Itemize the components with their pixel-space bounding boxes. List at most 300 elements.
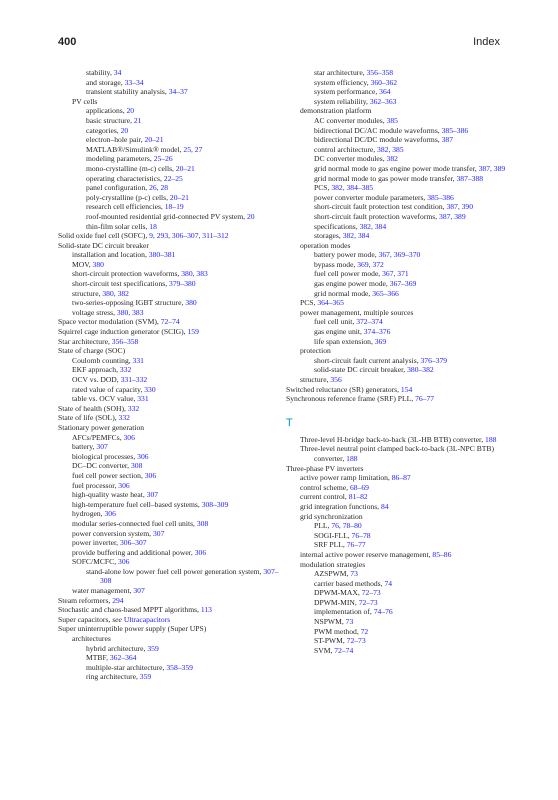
index-entry [58,365,280,375]
entry-term: Coulomb counting, [72,355,133,365]
entry-term: two-series-opposing IGBT structure, [72,298,186,308]
index-entry [286,231,512,241]
entry-term: poly-crystalline (p-c) cells, [86,192,170,202]
entry-term: bypass mode, [314,259,358,269]
index-entry [58,471,280,481]
entry-term: high-quality waste heat, [72,490,147,500]
index-entry [58,385,280,395]
entry-term: structure, [72,288,103,298]
page-reference-link[interactable]: 380–382 [407,365,434,375]
page-reference-link[interactable]: 18 [149,221,157,231]
index-entry [58,394,280,404]
page-reference-link[interactable]: 68–69 [349,482,369,492]
index-entry [286,512,512,522]
index-entry [58,250,280,260]
index-entry [58,653,280,663]
entry-term: MATLAB®/Simulink® model, [86,144,184,154]
entry-term: grid normal mode to gas engine power mode transfer, [314,163,479,173]
entry-term: high-temperature fuel cell–based systems, [72,499,202,509]
page-reference-link[interactable]: 306–307 [119,538,147,548]
page-reference-link[interactable]: 358–359 [166,662,193,672]
page-reference-link[interactable]: 73 [350,569,358,579]
page-reference-link[interactable]: 382, 385 [377,144,404,154]
page-reference-link[interactable]: 359 [139,672,152,682]
entry-term: research cell efficiencies, [86,202,165,212]
index-entry [286,646,512,656]
entry-term: voltage stress, [72,307,117,317]
page-reference-link[interactable]: 72–73 [346,636,366,646]
index-entry [286,164,512,174]
entry-term: control architecture, [314,144,378,154]
entry-term: specifications, [314,221,360,231]
page-reference-link[interactable]: 74 [384,578,393,588]
index-entry [286,464,512,474]
entry-term: fuel cell power mode, [314,269,383,279]
index-entry [58,490,280,500]
index-entry [58,519,280,529]
page-reference-link[interactable]: 73 [345,617,354,627]
index-entry [286,202,512,212]
entry-term: system efficiency, [314,77,371,87]
index-entry [286,241,512,251]
index-entry [58,538,280,548]
index-entry [58,500,280,510]
entry-term: mono-crystalline (m-c) cells, [86,163,176,173]
entry-term: carrier based methods, [314,578,385,588]
entry-term: modeling parameters, [86,154,154,164]
page-reference-link[interactable]: 306 [123,432,135,442]
page-reference-link[interactable]: 379–380 [169,279,196,289]
entry-term: DC converter modules, [314,154,387,164]
index-entry [286,598,512,608]
index-entry [286,588,512,598]
index-entry [58,529,280,539]
entry-term: AFCs/PEMFCs, [72,432,124,442]
entry-term: operation modes [300,240,351,250]
index-entry [58,193,280,203]
page-reference-link[interactable]: 364 [379,87,391,97]
page-reference-link[interactable]: 380 [92,259,104,269]
entry-term: provide buffering and additional power, [72,547,195,557]
page-reference-link[interactable]: 306 [144,470,157,480]
page-reference-link[interactable]: 20 [126,106,135,116]
index-entry [286,212,512,222]
page-reference-link[interactable]: 307 [96,442,108,452]
page-reference-link[interactable]: 22–25 [163,173,183,183]
entry-term: bidirectional DC/AC module waveforms, [314,125,442,135]
index-entry [58,644,280,654]
page-reference-link[interactable]: 385–386 [441,125,469,135]
index-entry [286,222,512,232]
entry-term: SOGI-FLL, [314,530,352,540]
entry-term: DC–DC converter, [72,461,131,471]
index-entry [286,337,512,347]
index-entry [58,327,280,337]
index-entry [286,502,512,512]
index-entry [58,308,280,318]
index-entry [286,394,512,404]
page-reference-link[interactable]: 81–82 [348,492,368,502]
entry-term: water management, [72,586,134,596]
entry-term: AZSPWM, [314,569,351,579]
index-entry [286,154,512,164]
entry-term: Three-level neutral point clamped back-to-back (3L-NPC BTB) converter, [300,444,494,463]
index-entry [58,634,280,644]
entry-term: MTBF, [86,653,110,663]
entry-term: DPWM-MAX, [314,588,362,598]
entry-term: storages, [314,231,343,241]
entry-term: Star architecture, [58,336,112,346]
entry-term: star architecture, [314,68,367,77]
entry-term: SRF PLL, [314,540,347,550]
index-entry [58,317,280,327]
entry-term: State of health (SOH), [58,403,128,413]
index-entry [286,327,512,337]
index-entry [58,461,280,471]
page-reference-link[interactable]: 380 [185,298,197,308]
page-reference-link[interactable]: 362–364 [109,653,137,663]
page-reference-link[interactable]: 76–77 [346,540,366,550]
page-reference-link[interactable]: 331–332 [120,375,148,384]
page-reference-link[interactable]: 33–34 [124,77,144,87]
page-reference-link[interactable]: Ultracapacitors [123,614,171,624]
index-entry [58,557,280,567]
index-entry [286,68,512,78]
page-reference-link[interactable]: 34 [113,68,122,77]
page-reference-link[interactable]: 387–388 [456,173,484,183]
entry-term: solid-state DC circuit breaker, [314,365,408,375]
page-reference-link[interactable]: 306 [118,480,130,490]
page-reference-link[interactable]: 380–381 [148,250,176,260]
index-entry [58,78,280,88]
index-entry [58,596,280,606]
entry-term: panel configuration, [86,183,150,193]
entry-term: applications, [86,106,127,116]
index-entry [286,135,512,145]
entry-term: control scheme, [300,482,350,492]
page-reference-link[interactable]: 307–308 [100,566,279,586]
index-entry [58,260,280,270]
index-column-right [286,68,512,655]
page-reference-link[interactable]: 306 [137,451,149,461]
entry-term: short-circuit fault protection waveforms, [314,211,440,221]
page-reference-link[interactable]: 365–366 [372,288,399,298]
index-entry [58,212,280,222]
page-reference-link[interactable]: 84 [380,501,389,511]
page-reference-link[interactable]: 188 [485,434,497,444]
index-entry [286,550,512,560]
page-reference-link[interactable]: 154 [400,384,413,394]
page-reference-link[interactable]: 359 [147,643,159,653]
page-reference-link[interactable]: 367–369 [389,279,417,289]
page-reference-link[interactable]: 356 [330,375,342,384]
index-entry [58,231,280,241]
page-reference-link[interactable]: 306 [104,509,116,519]
index-entry [58,413,280,423]
entry-term: system performance, [314,87,380,97]
index-entry [58,615,280,625]
index-entry [286,78,512,88]
page-reference-link[interactable]: 369, 372 [357,259,384,269]
entry-term: battery power mode, [314,250,379,260]
page-reference-link[interactable]: 387 [441,135,453,145]
entry-term: Solid-state DC circuit breaker [58,240,149,250]
entry-term: transient stability analysis, [86,87,169,97]
index-entry [58,298,280,308]
entry-term: State of charge (SOC) [58,346,126,356]
page-reference-link[interactable]: 356–358 [111,336,139,346]
entry-term: Stationary power generation [58,422,145,432]
section-letter-heading: T [286,416,293,429]
page-reference-link[interactable]: 382, 384 [342,231,370,241]
entry-term: categories, [86,125,121,135]
entry-term: fuel cell power section, [72,470,145,480]
page-reference-link[interactable]: 85–86 [432,549,452,559]
index-entry [286,308,512,318]
page-reference-link[interactable]: 76, 78–80 [331,521,362,531]
page-reference-link[interactable]: 74–76 [373,607,393,617]
index-entry [58,423,280,433]
index-entry [286,106,512,116]
page-reference-link[interactable]: 294 [112,595,124,605]
entry-term: biological processes, [72,451,138,461]
page-reference-link[interactable]: 367, 369–370 [378,250,421,260]
page-reference-link[interactable]: 72–74 [334,645,354,655]
page-reference-link[interactable]: 308 [196,518,209,528]
page-reference-link[interactable]: 382 [386,154,398,164]
index-entry [58,548,280,558]
page-reference-link[interactable]: 382, 384–385 [331,183,374,193]
page-reference-link[interactable]: 72–73 [361,588,381,598]
entry-term: PV cells [72,96,98,106]
page-reference-link[interactable]: 20–21 [169,192,189,202]
entry-term: structure, [300,375,331,384]
page-reference-link[interactable]: 331 [137,394,149,404]
page-reference-link[interactable]: 306 [194,547,207,557]
index-entry [58,586,280,596]
entry-term: short-circuit test specifications, [72,279,170,289]
entry-term: stability, [86,68,114,77]
page-reference-link[interactable]: 380, 382 [102,288,129,298]
page-reference-link[interactable]: 307 [152,528,165,538]
index-entry [286,346,512,356]
page-reference-link[interactable]: 330 [144,384,156,394]
entry-term: short-circuit fault protection test condition, [314,202,447,212]
entry-term: roof-mounted residential grid-connected PV system, [86,211,247,221]
page-reference-link[interactable]: 374–376 [363,327,391,337]
index-entry [286,193,512,203]
page-reference-link[interactable]: 9, 293, 306–307, 311–312 [149,231,229,241]
page-reference-link[interactable]: 86–87 [391,473,411,483]
page-reference-link[interactable]: 362–363 [369,96,397,106]
index-entry [286,385,512,395]
entry-term: ST-PWM, [314,636,347,646]
index-entry [58,174,280,184]
index-entry [58,433,280,443]
page-reference-link[interactable]: 332 [127,403,140,413]
index-entry [58,116,280,126]
index-entry [58,68,280,78]
page-reference-link[interactable]: 360–362 [370,77,398,87]
page-reference-link[interactable]: 20–21 [144,135,164,145]
index-entry [286,540,512,550]
index-entry [58,135,280,145]
entry-term: PLL, [314,521,332,531]
index-entry [286,87,512,97]
entry-term: fuel processor, [72,480,119,490]
index-entry [286,250,512,260]
entry-term: NSPWM, [314,617,346,627]
page-reference-link[interactable]: 76–78 [351,530,371,540]
page-reference-link[interactable]: 307 [146,490,159,500]
index-entry [58,452,280,462]
entry-term: grid integration functions, [300,501,381,511]
entry-term: installation and location, [72,250,149,260]
page-reference-link[interactable]: 72–74 [160,317,180,327]
page-reference-link[interactable]: 367, 371 [382,269,409,279]
index-entry [286,356,512,366]
entry-term: basic structure, [86,115,134,125]
entry-term: active power ramp limitation, [300,473,392,483]
index-entry [286,116,512,126]
index-entry [286,289,512,299]
page-reference-link[interactable]: 332 [118,413,130,423]
entry-term: hydrogen, [72,509,105,519]
entry-term: EKF approach, [72,365,120,375]
index-entry [58,605,280,615]
entry-term: modulation strategies [300,559,366,569]
page-reference-link[interactable]: 369 [374,336,387,346]
page-reference-link[interactable]: 25–26 [153,154,173,164]
index-entry [58,269,280,279]
page-reference-link[interactable]: 380, 383 [116,307,144,317]
page-reference-link[interactable]: 76–77 [415,394,435,404]
page-reference-link[interactable]: 332 [119,365,132,375]
index-entry [286,298,512,308]
index-entry [58,154,280,164]
entry-term: power conversion system, [72,528,153,538]
entry-term: Stochastic and chaos-based MPPT algorithms, [58,605,201,615]
page-reference-link[interactable]: 308–309 [201,499,229,509]
page-reference-link[interactable]: 380, 383 [181,269,208,279]
index-entry [286,617,512,627]
index-entry [286,607,512,617]
index-entry [286,97,512,107]
page-reference-link[interactable]: 26, 28 [149,183,169,193]
entry-term: protection [300,346,331,356]
entry-term: gas engine unit, [314,327,364,337]
entry-term: multiple-star architecture, [86,662,167,672]
index-entry [286,560,512,570]
entry-term: operating characteristics, [86,173,164,183]
index-entry [286,279,512,289]
page-reference-link[interactable]: 307 [133,586,145,596]
page-reference-link[interactable]: 20 [246,211,255,221]
index-entry [58,164,280,174]
page-reference-link[interactable]: 364–365 [317,298,344,308]
index-entry [286,569,512,579]
page-reference-link[interactable]: 331 [132,355,144,365]
index-entry [286,317,512,327]
entry-term: power converter module parameters, [314,192,428,202]
entry-term: table vs. OCV value, [72,394,138,404]
page-reference-link[interactable]: 387, 390 [446,202,474,212]
index-entry [58,509,280,519]
entry-term: grid normal mode, [314,288,373,298]
entry-term: short-circuit protection waveforms, [72,269,182,279]
index-entry [58,126,280,136]
entry-term: MOV, [72,259,93,269]
index-entry [58,442,280,452]
page-reference-link[interactable]: 385 [386,115,398,125]
page-reference-link[interactable]: 34–37 [168,87,188,97]
index-entry [58,663,280,673]
page-reference-link[interactable]: 308 [130,461,143,471]
entry-term: AC converter modules, [314,115,387,125]
index-entry [58,356,280,366]
index-entry [286,473,512,483]
page-reference-link[interactable]: 306 [118,557,130,567]
index-entry [286,579,512,589]
index-entry [58,279,280,289]
page-reference-link[interactable]: 159 [187,327,199,337]
page-reference-link[interactable]: 113 [200,605,212,615]
page-reference-link[interactable]: 25, 27 [183,144,203,154]
index-entry [286,636,512,646]
page-reference-link[interactable]: 72 [360,626,369,636]
entry-term: power inverter, [72,538,120,548]
entry-term: short-circuit fault current analysis, [314,355,421,365]
page-reference-link[interactable]: 376–379 [420,355,448,365]
entry-term: Space vector modulation (SVM), [58,317,161,327]
index-entry [286,183,512,193]
entry-term: Steam reformers, [58,595,113,605]
index-entry [58,97,280,107]
index-entry [58,87,280,97]
entry-term: fuel cell unit, [314,317,357,327]
entry-term: demonstration platform [300,106,372,116]
index-entry [286,365,512,375]
entry-term: system reliability, [314,96,370,106]
page-reference-link[interactable]: 382, 384 [359,221,387,231]
page-reference-link[interactable]: 20–21 [175,163,195,173]
entry-term: Switched reluctance (SR) generators, [286,384,401,394]
page-reference-link[interactable]: 18–19 [164,202,184,212]
index-entry [286,435,512,445]
entry-term: PCS, [314,183,332,193]
entry-term: Solid oxide fuel cell (SOFC), [58,231,150,241]
index-entry [286,521,512,531]
entry-term: SVM, [314,645,335,655]
page-reference-link[interactable]: 385–386 [427,192,454,202]
page-reference-link[interactable]: 356–358 [366,68,394,77]
index-entry [58,346,280,356]
page-reference-link[interactable]: 72–73 [358,597,378,607]
page-reference-link[interactable]: 21 [133,115,142,125]
page-reference-link[interactable]: 387, 389 [439,211,466,221]
page-reference-link[interactable]: 20 [120,125,129,135]
index-entry [286,483,512,493]
index-entry [58,106,280,116]
entry-term: bidirectional DC/DC module waveforms, [314,135,442,145]
index-entry [58,202,280,212]
entry-term: thin-film solar cells, [86,221,150,231]
page-reference-link[interactable]: 188 [346,453,358,463]
page-reference-link[interactable]: 372–374 [356,317,383,327]
index-entry [58,183,280,193]
page-reference-link[interactable]: 387, 389 [478,163,506,173]
entry-term: gas engine power mode, [314,279,390,289]
